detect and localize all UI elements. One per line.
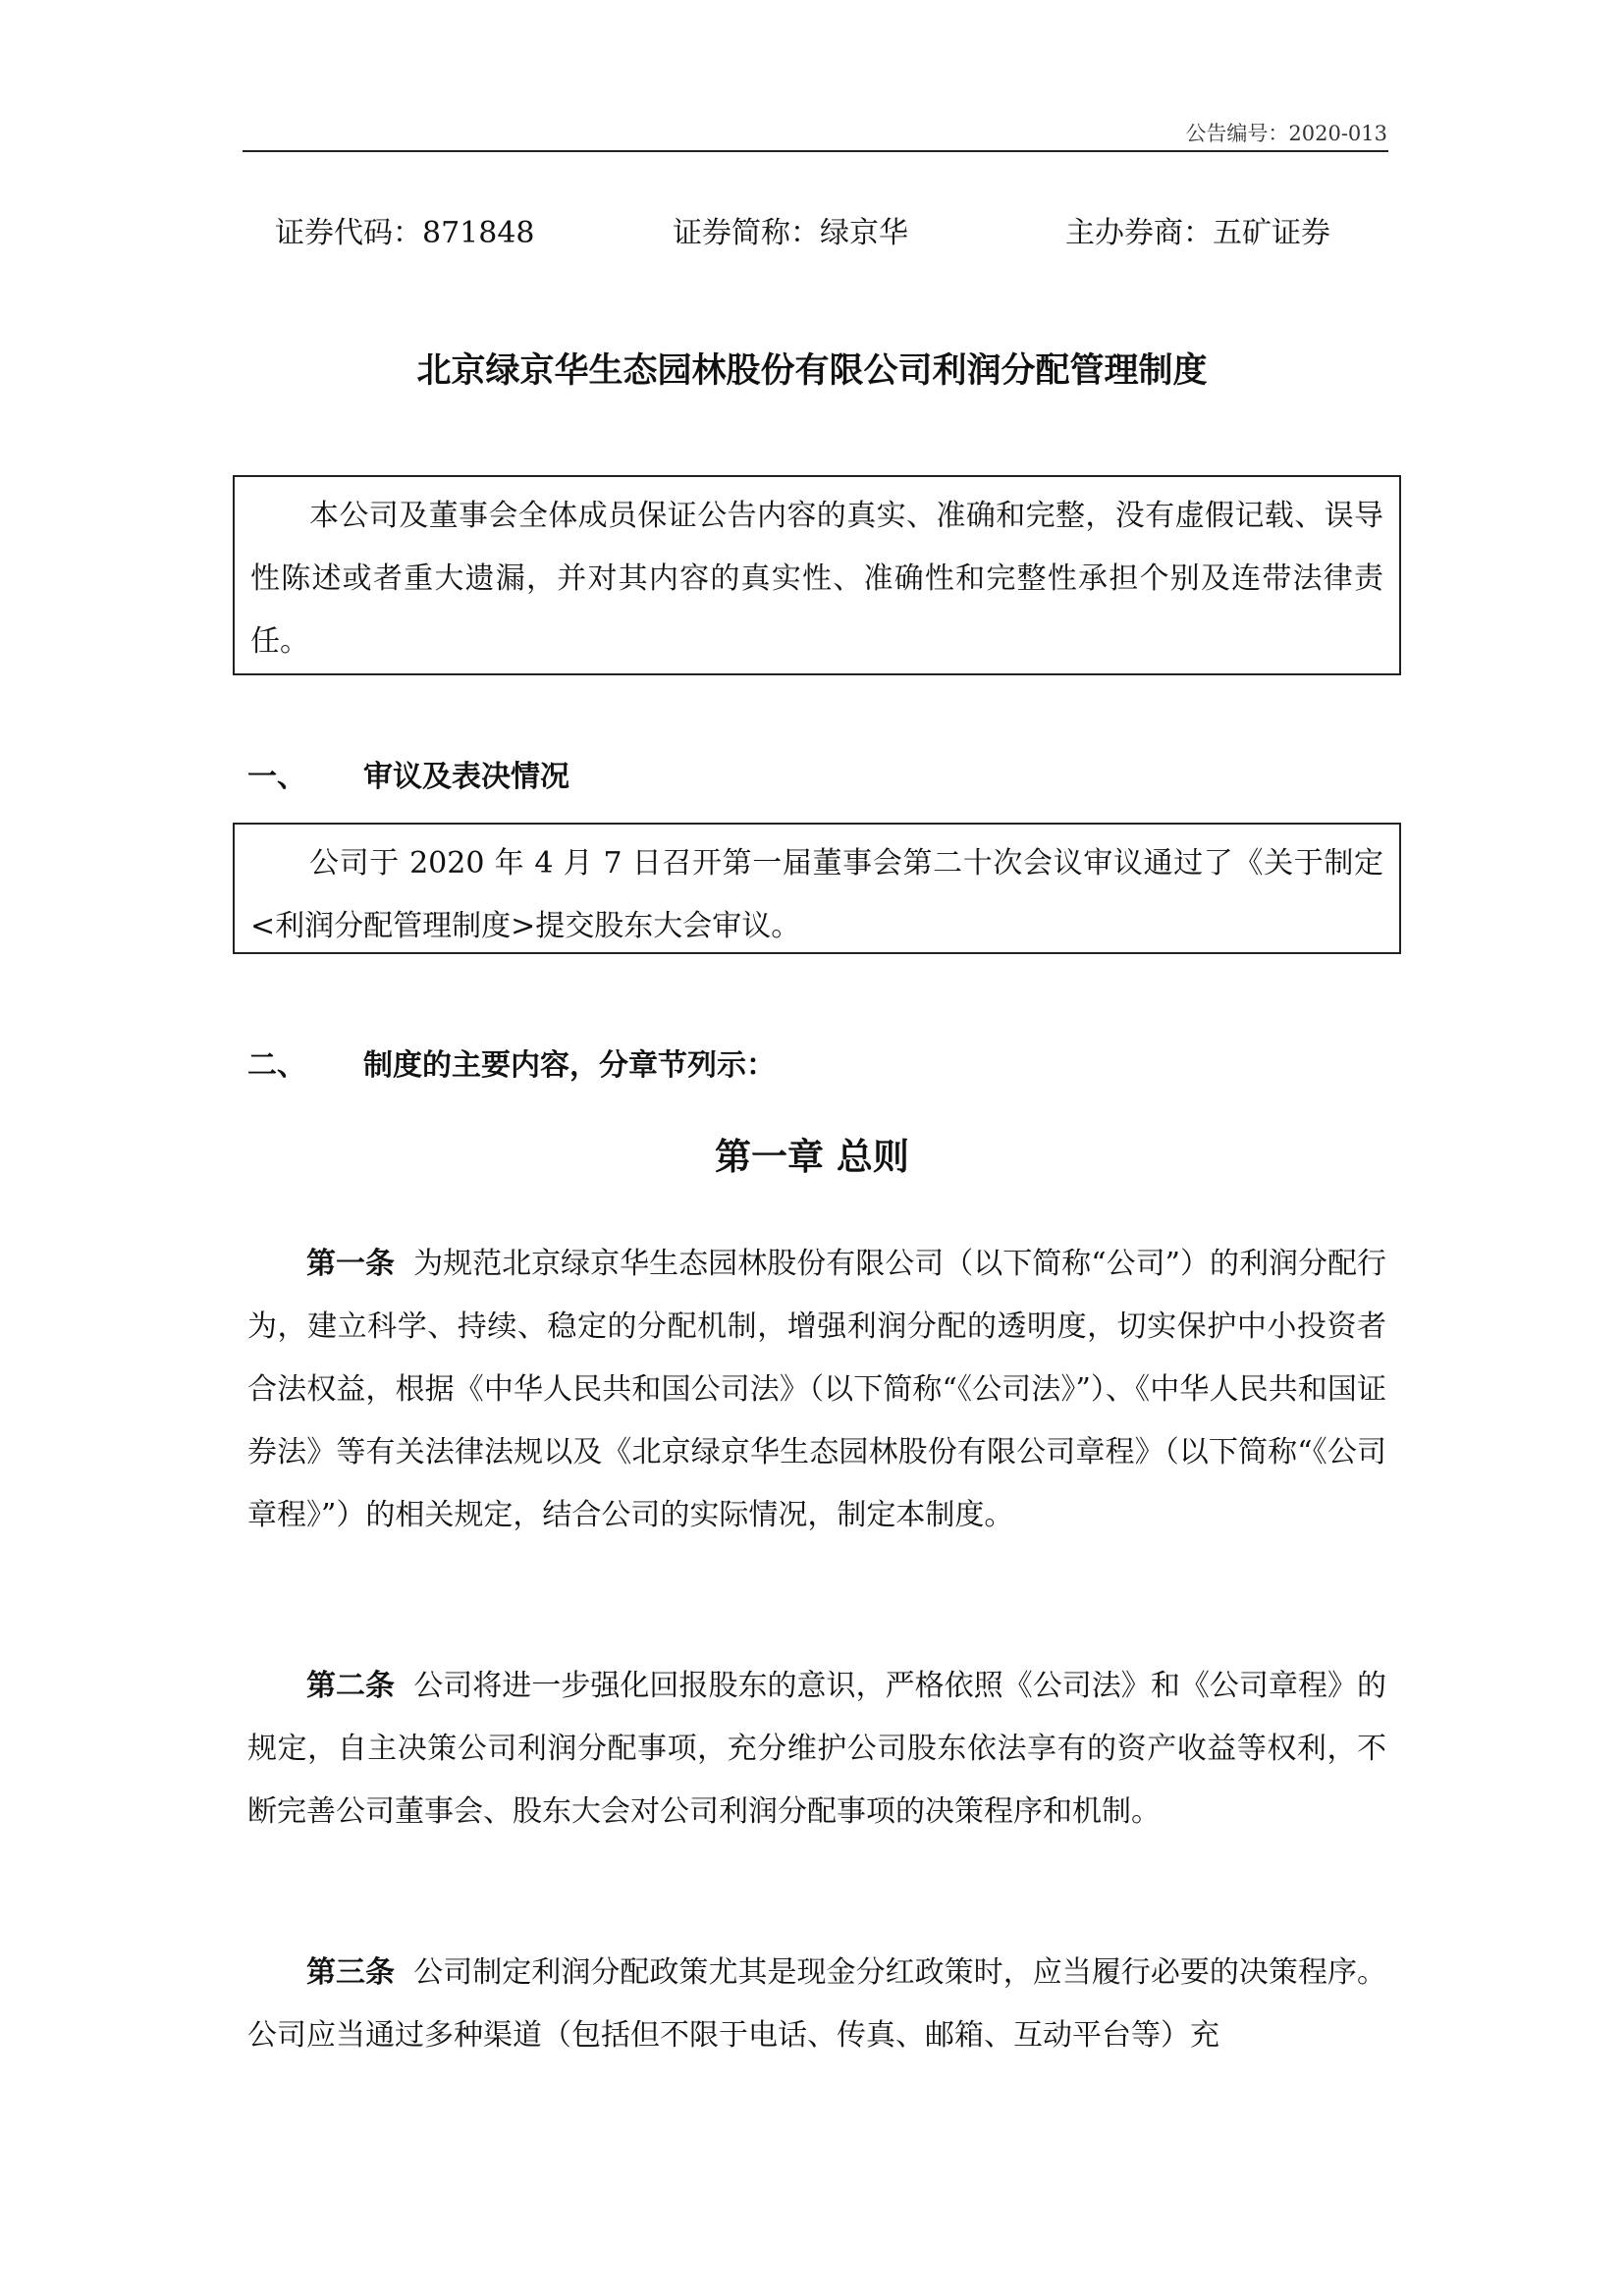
section-number-2: 二、 — [247, 1048, 306, 1083]
announcement-number: 公告编号：2020-013 — [1185, 122, 1387, 145]
chapter-title: 第一章 总则 — [715, 1136, 909, 1178]
article-text: 公司制定利润分配政策尤其是现金分红政策时，应当履行必要的决策程序。公司应当通过多种渠道（包括但不限于电话、传真、邮箱、互动平台等）充 — [247, 1955, 1386, 2053]
article-text: 公司将进一步强化回报股东的意识，严格依照《公司法》和《公司章程》的规定，自主决策公司利润分配事项，充分维护公司股东依法享有的资产收益等权利，不断完善公司董事会、股东大会对公司利润分配事项的决策程序和机制。 — [247, 1669, 1386, 1829]
section-number-1: 一、 — [247, 760, 306, 794]
document-title: 北京绿京华生态园林股份有限公司利润分配管理制度 — [416, 351, 1208, 391]
securities-info — [275, 208, 1384, 251]
article-2 — [247, 1655, 1386, 1843]
section-title-2: 制度的主要内容，分章节列示： — [363, 1048, 776, 1083]
article-text: 为规范北京绿京华生态园林股份有限公司（以下简称“公司”）的利润分配行为，建立科学、持续、稳定的分配机制，增强利润分配的透明度，切实保护中小投资者合法权益，根据《中华人民共和国公司法》（以下简称“《公司法》”）、《中华人民共和国证券法》等有关法律法规以及《北京绿京华生态园林股份有限公司章程》（以下简称“《公司章程》”）的相关规定，结合公司的实际情况，制定本制度。 — [247, 1247, 1387, 1532]
section-title-1: 审议及表决情况 — [363, 760, 569, 794]
security-code: 证券代码：871848 — [275, 216, 535, 250]
disclaimer-text: 本公司及董事会全体成员保证公告内容的真实、准确和完整，没有虚假记载、误导性陈述或者重大遗漏，并对其内容的真实性、准确性和完整性承担个别及连带法律责任。 — [250, 499, 1383, 659]
article-1 — [247, 1233, 1386, 1547]
article-3 — [247, 1942, 1386, 2067]
section-heading-2 — [247, 1041, 776, 1084]
security-short-name: 证券简称：绿京华 — [673, 216, 908, 250]
disclaimer-box — [233, 475, 1401, 675]
article-label: 第三条 — [306, 1955, 396, 1990]
review-text: 公司于 2020 年 4 月 7 日召开第一届董事会第二十次会议审议通过了《关于制定<利润分配管理制度>提交股东大会审议。 — [250, 846, 1383, 943]
sponsor-broker: 主办券商：五矿证券 — [1065, 216, 1330, 250]
review-box — [233, 823, 1401, 954]
section-heading-1 — [247, 752, 569, 795]
article-label: 第二条 — [306, 1669, 396, 1703]
header-rule — [243, 150, 1388, 152]
article-label: 第一条 — [306, 1247, 396, 1281]
